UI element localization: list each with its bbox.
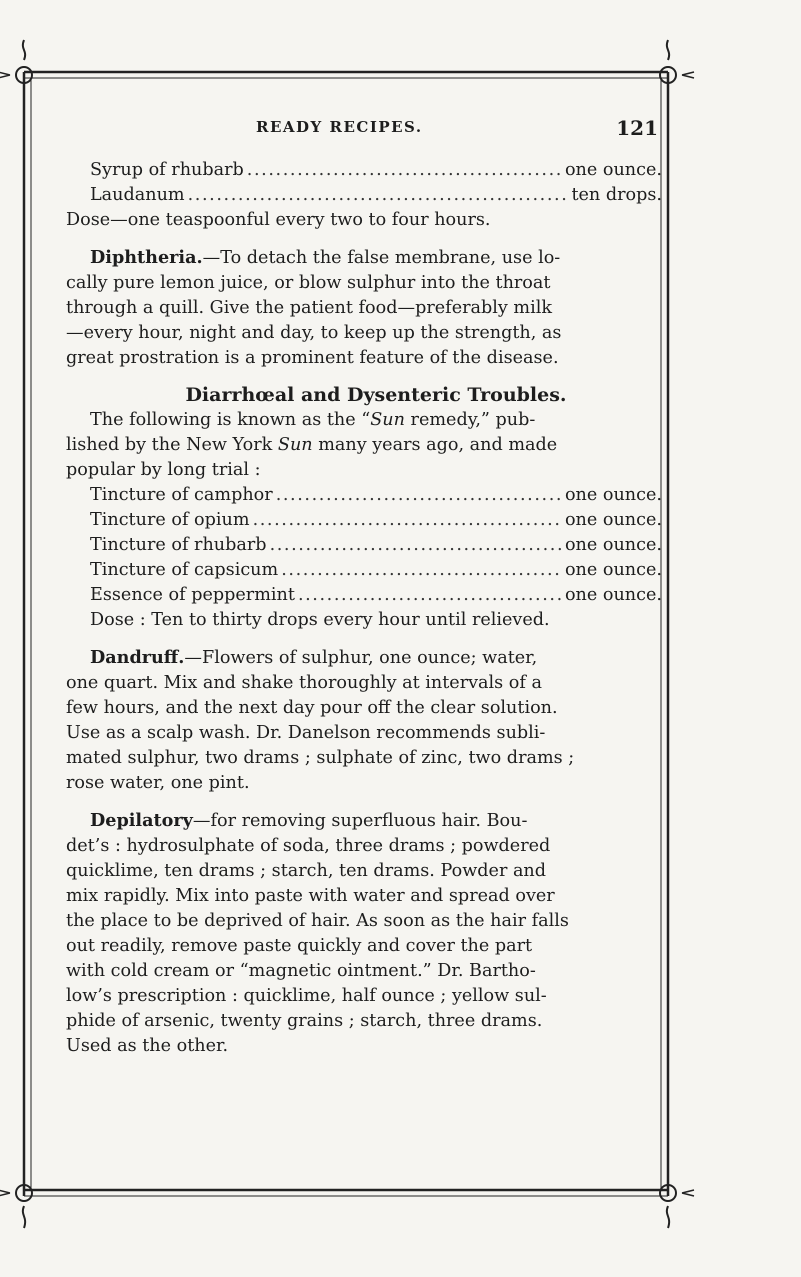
dandruff-entry: Dandruff.—Flowers of sulphur, one ounce; water, one quart. Mix and shake thoroughly at intervals of a few hours, and the next day pour off the clear solution. Use as a scalp wash. Dr. Danelson recommends subli- mated sulphur, two drams ; sulphate of zinc, two drams ; rose water, one pint. [66,647,575,793]
page-body [66,158,662,1059]
ingredient-amount: one ounce. [564,560,662,580]
running-header [96,116,658,140]
entry-term: Depilatory [90,810,193,831]
ingredient-amount: one ounce. [564,485,662,505]
ingredient-row [90,558,662,583]
diarrhoeal-entry: Diarrhœal and Dysenteric Troubles. The following is known as the “Sun remedy,” pub- lished by the New York Sun many years ago, and made popular by long trial : Tincture of camphor . . . one ounce. Tincture of opium . . . one ounce. Tincture of rhubarb . . . one ounce. Tincture of capsicum . . . one ounce. Essence of peppermint . . . one ounce. Dose : Ten to thirty drops every hour until relieved. [66,383,662,633]
depilatory-entry: Depilatory—for removing superfluous hair. Bou- det’s : hydrosulphate of soda, three drams ; powdered quicklime, ten drams ; starch, ten drams. Powder and mix rapidly. Mix into paste with water and spread over the place to be deprived of hair. As soon as the hair falls out readily, remove paste quickly and cover the part with cold cream or “magnetic ointment.” Dr. Bartho- low’s prescription : quicklime, half ounce ; yellow sul- phide of arsenic, twenty grains ; starch, three drams. Used as the other. [66,810,569,1056]
ingredient-amount: one ounce. [564,160,662,180]
ingredient-row [90,183,662,208]
entry-term: Diphtheria. [90,247,203,268]
ingredient-name: Tincture of camphor [90,485,273,505]
ingredient-row [90,533,662,558]
section-heading: Diarrhœal and Dysenteric Troubles. [185,384,567,406]
ingredient-row [90,158,662,183]
ingredient-amount: one ounce. [564,535,662,555]
ingredient-name: Laudanum [90,185,185,205]
ingredient-name: Tincture of capsicum [90,560,279,580]
entry-term: Dandruff. [90,647,185,668]
ingredient-amount: ten drops. [571,185,662,205]
ingredient-row [90,583,662,608]
ingredient-name: Essence of peppermint [90,585,295,605]
ingredient-amount: one ounce. [564,510,662,530]
ingredient-row [90,508,662,533]
ingredient-name: Tincture of rhubarb [90,535,267,555]
diphtheria-entry: Diphtheria.—To detach the false membrane, use lo- cally pure lemon juice, or blow sulphur into the throat through a quill. Give the patient food—preferably milk —every hour, night and day, to keep up the strength, as great prostration is a prominent feature of the disease. [66,247,562,368]
ingredient-row [90,483,662,508]
dose-line: Dose—one teaspoonful every two to four hours. [66,210,491,230]
page-number: 121 [616,116,658,140]
ingredient-amount: one ounce. [564,585,662,605]
running-title: READY RECIPES. [256,118,423,136]
ingredient-name: Tincture of opium [90,510,250,530]
rhubarb-recipe [66,158,662,233]
dose-line: Dose : Ten to thirty drops every hour until relieved. [90,610,550,630]
ingredient-name: Syrup of rhubarb [90,160,244,180]
